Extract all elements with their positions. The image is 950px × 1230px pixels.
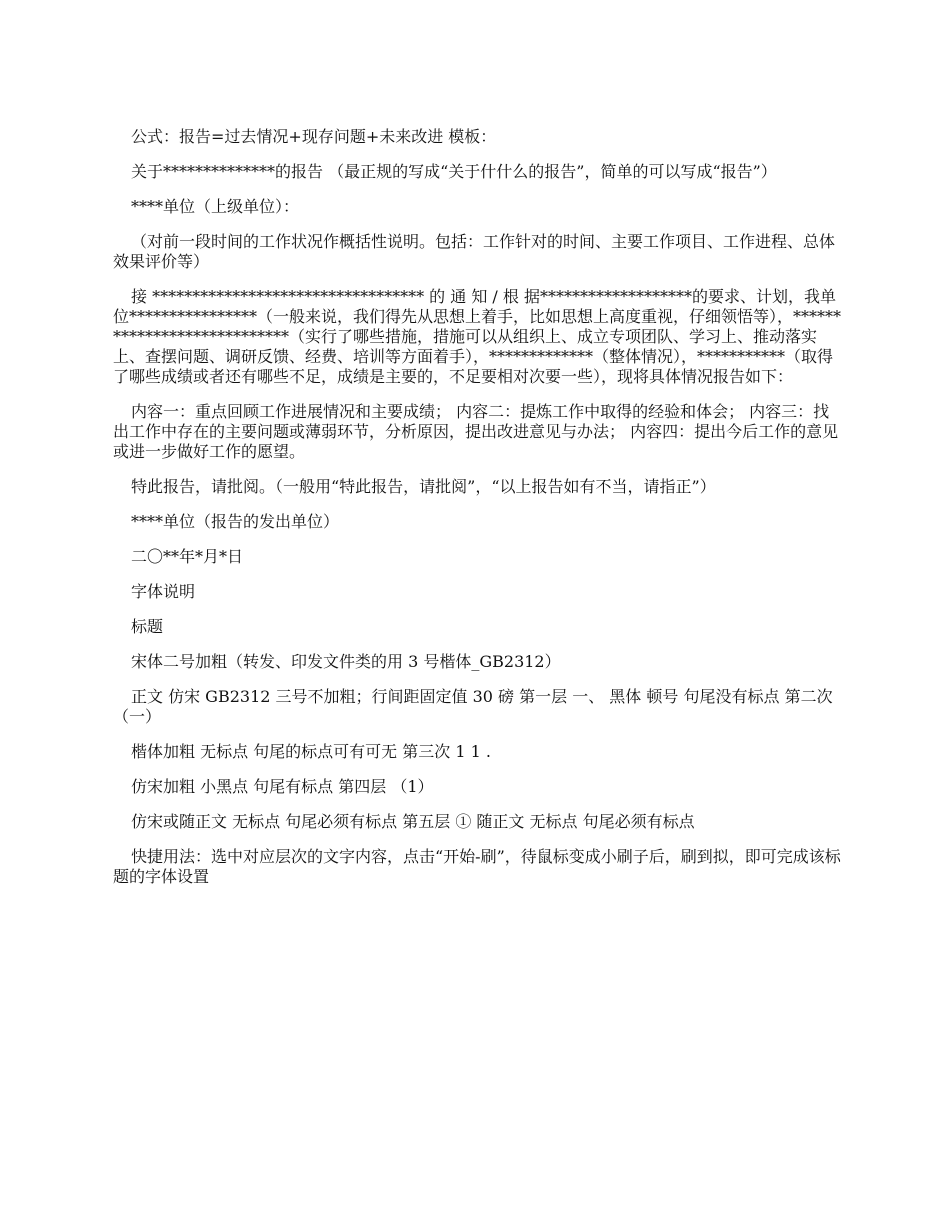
document-body (113, 127, 843, 902)
shortcut-usage-line: 快捷用法：选中对应层次的文字内容，点击“开始-刷”，待鼠标变成小刷子后，刷到拟，即可完成该标题的字体设置 (113, 847, 841, 886)
contents-paragraph: 内容一：重点回顾工作进展情况和主要成绩； 内容二：提炼工作中取得的经验和体会； 内容三：找出工作中存在的主要问题或薄弱环节，分析原因，提出改进意见与办法； 内容四：提出今后工作的意见或进一步做好工作的愿望。 (113, 402, 839, 461)
report-title-line: 关于**************的报告 （最正规的写成“关于什什么的报告”，简单的可以写成“报告”） (131, 162, 777, 181)
level-five-line: 仿宋或随正文 无标点 句尾必须有标点 第五层 ① 随正文 无标点 句尾必须有标点 (131, 812, 695, 831)
font-notes-heading: 字体说明 (131, 582, 196, 601)
recipient-line: ****单位（上级单位）： (131, 197, 300, 216)
sender-line: ****单位（报告的发出单位） (131, 512, 340, 531)
body-paragraph: 接 ********************************** 的 通 知 / 根 据*******************的要求、计划，我单位****************（一般来说，我们得先从思想上着手，比如思想上高度重视，仔细领悟等），****************************（实行了哪些措施，措施可以从组织上、成立专项团队、学习上、推动落实上、查摆问题、调研反馈、经费、培训等方面着手），*************（整体情况），***********（取得了哪些成绩或者还有哪些不足，成绩是主要的，不足要相对次要一些），现将具体情况报告如下： (113, 287, 842, 386)
title-font-line: 宋体二号加粗（转发、印发文件类的用 3 号楷体_GB2312） (131, 652, 561, 671)
level-three-line: 楷体加粗 无标点 句尾的标点可有可无 第三次 1 1 . (131, 742, 491, 761)
level-four-line: 仿宋加粗 小黑点 句尾有标点 第四层 （1） (131, 777, 434, 796)
closing-line: 特此报告，请批阅。（一般用“特此报告，请批阅”，“以上报告如有不当，请指正”） (131, 477, 716, 496)
formula-line: 公式：报告=过去情况+现存问题+未来改进 模板： (131, 127, 497, 146)
body-font-line: 正文 仿宋 GB2312 三号不加粗；行间距固定值 30 磅 第一层 一、 黑体 顿号 句尾没有标点 第二次 （一） (113, 687, 833, 726)
title-heading: 标题 (131, 617, 164, 636)
summary-paragraph: （对前一段时间的工作状况作概括性说明。包括：工作针对的时间、主要工作项目、工作进程、总体效果评价等） (113, 232, 836, 271)
date-line: 二〇**年*月*日 (131, 547, 244, 566)
